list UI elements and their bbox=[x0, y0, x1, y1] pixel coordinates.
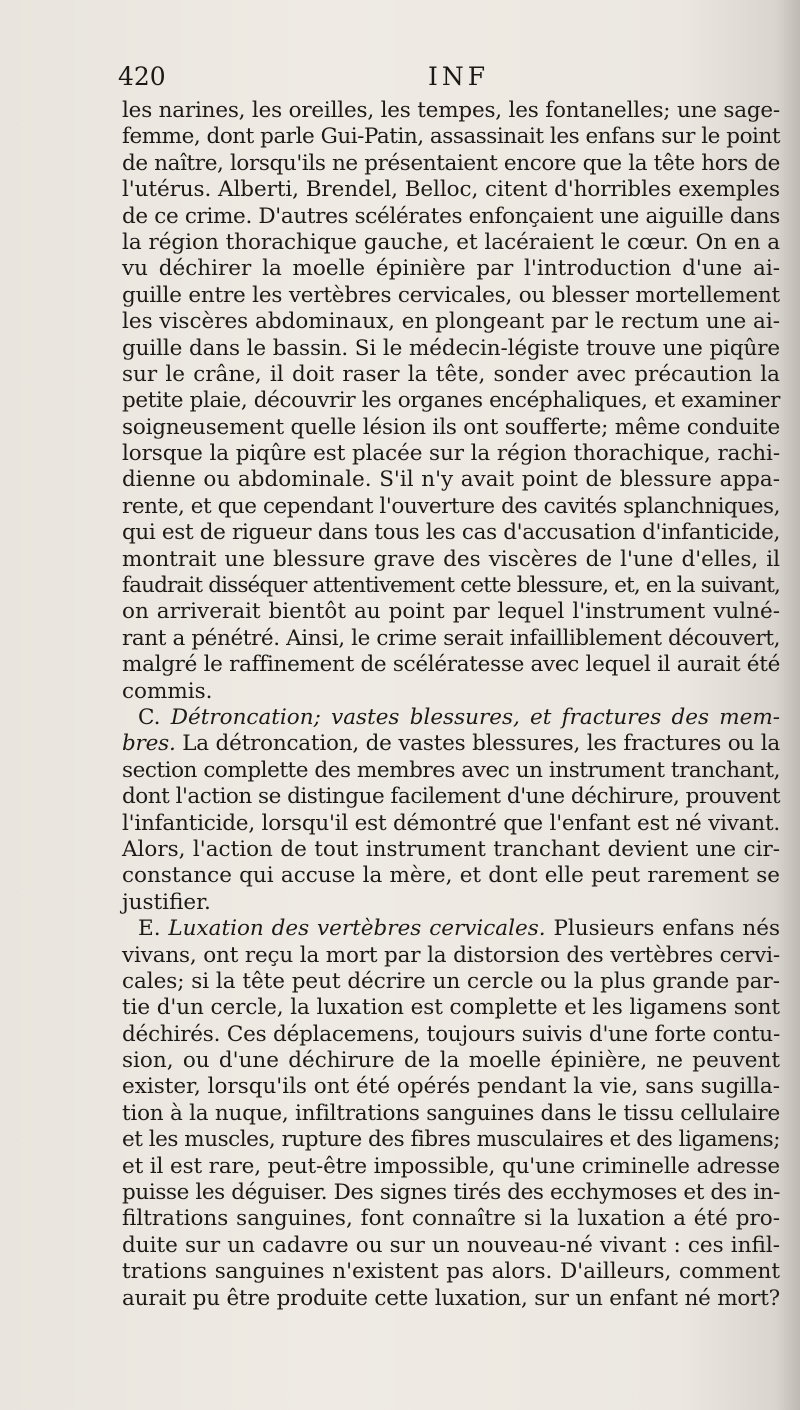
text-line: les narines, les oreilles, les tempes, les fontanelles; une sage- bbox=[122, 98, 780, 123]
text-line: Alors, l'action de tout instrument tranchant devient une cir- bbox=[122, 836, 780, 862]
page-header bbox=[118, 62, 778, 98]
text-line: dienne ou abdominale. S'il n'y avait point de blessure appa- bbox=[122, 467, 780, 493]
text-line: dont l'action se distingue facilement d'une déchirure, prouvent bbox=[122, 784, 780, 810]
text-line: qui est de rigueur dans tous les cas d'accusation d'infanticide, bbox=[122, 520, 780, 546]
running-head: INF bbox=[428, 62, 490, 91]
body-text bbox=[122, 98, 780, 1312]
text-line: tion à la nuque, infiltrations sanguines dans le tissu cellulaire bbox=[122, 1100, 780, 1126]
section-c-heading-cont: bres. bbox=[122, 731, 176, 757]
text-line: montrait une blessure grave des viscères de l'une d'elles, il bbox=[122, 546, 780, 572]
text-line: faudrait disséquer attentivement cette blessure, et, en la suivant, bbox=[122, 573, 780, 599]
section-c-line bbox=[122, 731, 780, 757]
section-c-first-text: La détroncation, de vastes blessures, les fractures ou la bbox=[182, 731, 781, 757]
text-line: duite sur un cadavre ou sur un nouveau-né vivant : ces infil- bbox=[122, 1232, 780, 1258]
section-e-label: E. bbox=[138, 916, 161, 942]
text-line: on arriverait bientôt au point par lequel l'instrument vulné- bbox=[122, 599, 780, 625]
text-line: trations sanguines n'existent pas alors. D'ailleurs, comment bbox=[122, 1259, 780, 1285]
text-line: sur le crâne, il doit raser la tête, sonder avec précaution la bbox=[122, 361, 780, 387]
text-line: et il est rare, peut-être impossible, qu'une criminelle adresse bbox=[122, 1153, 780, 1179]
text-line: guille dans le bassin. Si le médecin-légiste trouve une piqûre bbox=[122, 335, 780, 361]
text-line: femme, dont parle Gui-Patin, assassinait les enfans sur le point bbox=[122, 124, 780, 150]
text-line: commis. bbox=[122, 678, 213, 704]
text-line: et les muscles, rupture des fibres musculaires et des ligamens; bbox=[122, 1127, 780, 1153]
text-line: rant a pénétré. Ainsi, le crime serait infailliblement découvert, bbox=[122, 625, 780, 651]
section-c-label: C. bbox=[138, 704, 161, 730]
text-line: tie d'un cercle, la luxation est complette et les ligamens sont bbox=[122, 995, 780, 1021]
text-line: constance qui accuse la mère, et dont elle peut rarement se bbox=[122, 863, 780, 889]
text-line: petite plaie, découvrir les organes encéphaliques, et examiner bbox=[122, 388, 780, 414]
text-line: vivans, ont reçu la mort par la distorsion des vertèbres cervi- bbox=[122, 942, 780, 968]
page-number: 420 bbox=[118, 62, 166, 91]
text-line: les viscères abdominaux, en plongeant par le rectum une ai- bbox=[122, 309, 780, 335]
text-line: cales; si la tête peut décrire un cercle ou la plus grande par- bbox=[122, 968, 780, 994]
text-line: aurait pu être produite cette luxation, sur un enfant né mort? bbox=[122, 1285, 780, 1311]
text-line: exister, lorsqu'ils ont été opérés pendant la vie, sans sugilla- bbox=[122, 1074, 780, 1100]
text-line: soigneusement quelle lésion ils ont soufferte; même conduite bbox=[122, 414, 780, 440]
text-line: justifier. bbox=[122, 889, 211, 915]
text-line: section complette des membres avec un instrument tranchant, bbox=[122, 757, 780, 783]
section-e-first-text: Plusieurs enfans nés bbox=[553, 916, 781, 942]
text-line: malgré le raffinement de scélératesse avec lequel il aurait été bbox=[122, 652, 780, 678]
text-line: filtrations sanguines, font connaître si la luxation a été pro- bbox=[122, 1206, 780, 1232]
text-line: de ce crime. D'autres scélérates enfonçaient une aiguille dans bbox=[122, 203, 780, 229]
section-c-heading: Détroncation; vastes blessures, et fractures des mem- bbox=[170, 704, 780, 730]
section-c-heading-line bbox=[122, 705, 780, 731]
text-line: de naître, lorsqu'ils ne présentaient encore que la tête hors de bbox=[122, 150, 780, 176]
text-line: rente, et que cependant l'ouverture des cavités splanchniques, bbox=[122, 493, 780, 519]
section-e-heading: Luxation des vertèbres cervicales. bbox=[168, 916, 546, 942]
text-line: l'utérus. Alberti, Brendel, Belloc, citent d'horribles exemples bbox=[122, 177, 780, 203]
section-e-heading-line bbox=[122, 916, 780, 942]
text-line: lorsque la piqûre est placée sur la région thorachique, rachi- bbox=[122, 441, 780, 467]
text-line: guille entre les vertèbres cervicales, ou blesser mortellement bbox=[122, 282, 780, 308]
text-line: la région thorachique gauche, et lacéraient le cœur. On en a bbox=[122, 229, 780, 255]
text-line: l'infanticide, lorsqu'il est démontré que l'enfant est né vivant. bbox=[122, 810, 780, 836]
text-line: sion, ou d'une déchirure de la moelle épinière, ne peuvent bbox=[122, 1048, 780, 1074]
text-line: vu déchirer la moelle épinière par l'introduction d'une ai- bbox=[122, 256, 780, 282]
text-line: puisse les déguiser. Des signes tirés des ecchymoses et des in- bbox=[122, 1180, 780, 1206]
text-line: déchirés. Ces déplacemens, toujours suivis d'une forte contu- bbox=[122, 1021, 780, 1047]
